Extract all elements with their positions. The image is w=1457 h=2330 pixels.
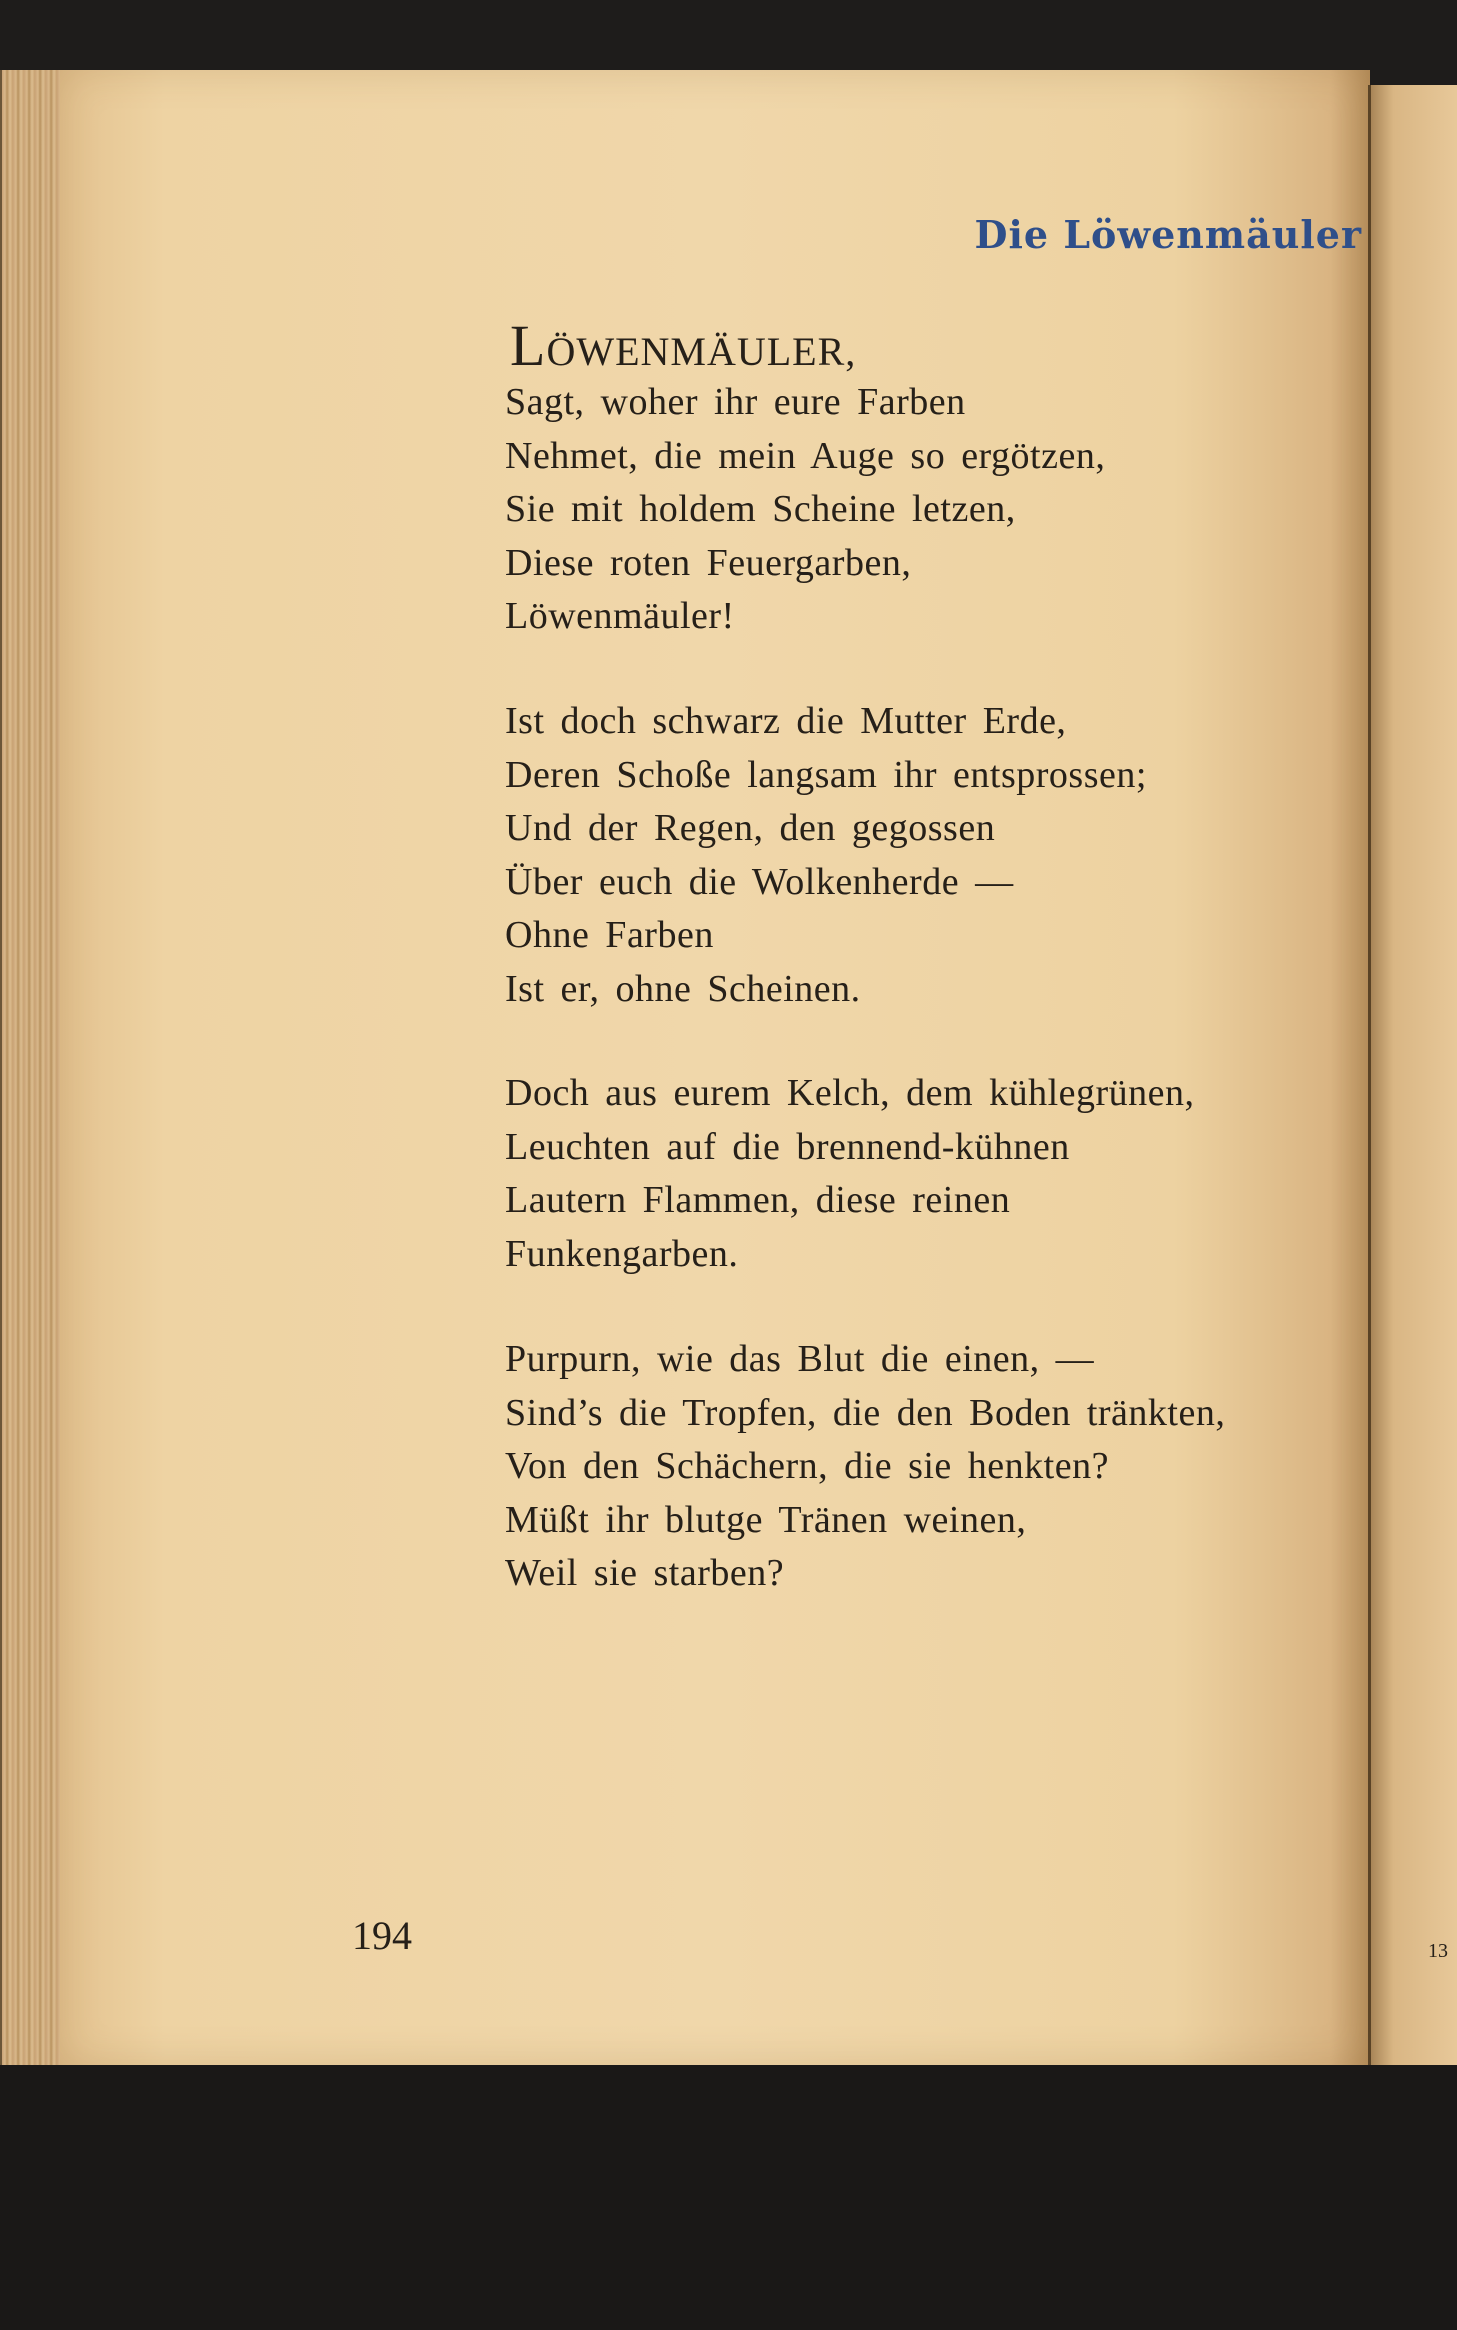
verse-line: Ohne Farben: [505, 914, 714, 956]
stanza-1: [505, 376, 1105, 644]
verse-line: Und der Regen, den gegossen: [505, 807, 996, 849]
verse-line: Doch aus eurem Kelch, dem kühlegrünen,: [505, 1072, 1195, 1114]
verse-line: Ist er, ohne Scheinen.: [505, 967, 861, 1010]
verse-line: Purpurn, wie das Blut die einen, —: [505, 1338, 1095, 1380]
stanza-3: [505, 1067, 1195, 1281]
next-page-edge: [1368, 85, 1457, 2070]
running-head: Die Löwenmäuler: [974, 212, 1362, 257]
verse-line: Löwenmäuler!: [505, 595, 735, 637]
verse-line: Deren Schoße langsam ihr entsprossen;: [505, 753, 1147, 796]
poem-title: [510, 312, 856, 379]
page-number: 194: [352, 1913, 412, 1958]
verse-line: Leuchten auf die brennend-kühnen: [505, 1125, 1070, 1168]
verse-line: Sagt, woher ihr eure Farben: [505, 381, 966, 423]
scan-background: [0, 2065, 1457, 2330]
next-page-number: 13: [1428, 1940, 1448, 1962]
stanza-2: [505, 695, 1147, 1016]
verse-line: Sie mit holdem Scheine letzen,: [505, 488, 1016, 530]
poem-title-rest: ÖWENMÄULER,: [546, 329, 857, 374]
verse-line: Müßt ihr blutge Tränen weinen,: [505, 1498, 1027, 1541]
verse-line: Lautern Flammen, diese reinen: [505, 1179, 1011, 1221]
verse-line: Nehmet, die mein Auge so ergötzen,: [505, 434, 1106, 477]
verse-line: Sind’s die Tropfen, die den Boden tränkten,: [505, 1391, 1226, 1434]
verse-line: Diese roten Feuergarben,: [505, 541, 912, 584]
verse-line: Funkengarben.: [505, 1232, 739, 1275]
verse-line: Ist doch schwarz die Mutter Erde,: [505, 700, 1067, 742]
verse-line: Von den Schächern, die sie henkten?: [505, 1445, 1109, 1487]
verse-line: Über euch die Wolkenherde —: [505, 860, 1014, 903]
verse-line: Weil sie starben?: [505, 1552, 785, 1594]
stanza-4: [505, 1333, 1225, 1601]
poem-title-initial: L: [510, 313, 547, 378]
